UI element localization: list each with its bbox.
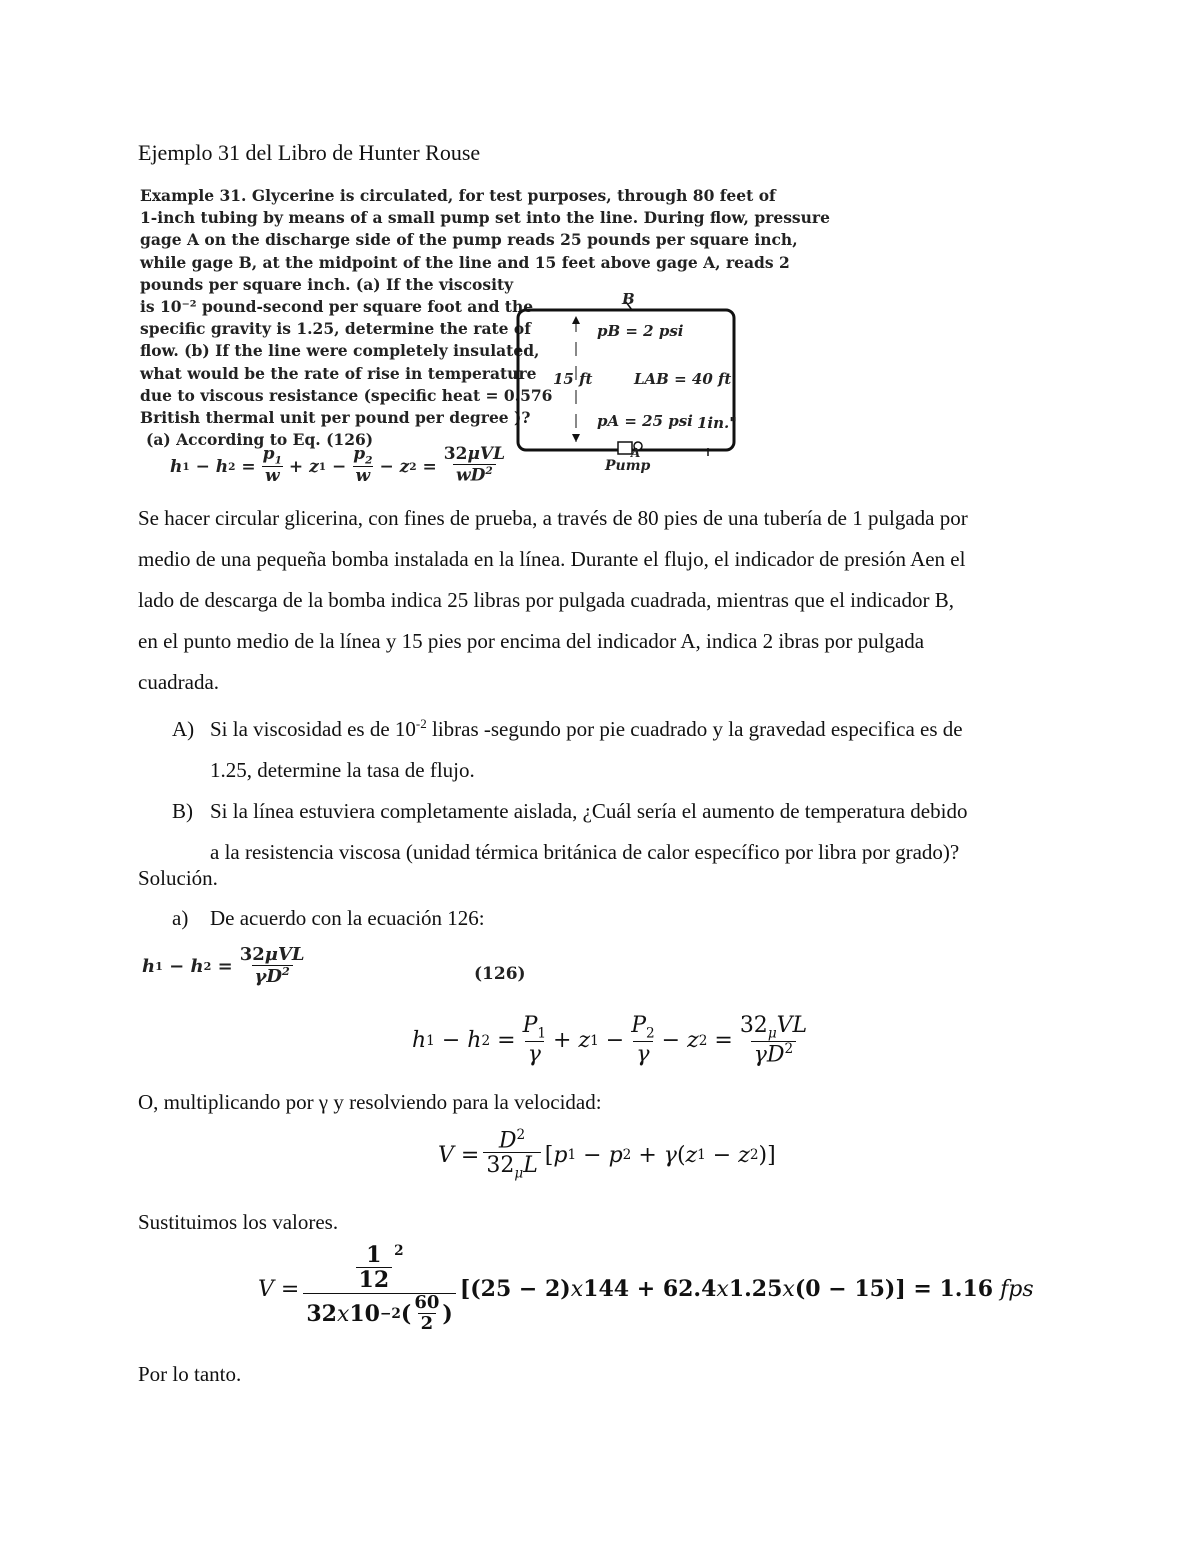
list-item-a-cont: 1.25, determine la tasa de flujo. <box>210 758 475 782</box>
question-list <box>172 703 967 873</box>
scan-line: 1-inch tubing by means of a small pump set into the line. During flow, pressure <box>140 208 830 228</box>
scan-line: while gage B, at the midpoint of the line and 15 feet above gage A, reads 2 <box>140 252 790 272</box>
diagram-length: LAB = 40 ft <box>634 370 732 388</box>
diagram-pressure-a: pA = 25 psi <box>597 412 693 430</box>
paragraph-line: Se hacer circular glicerina, con fines de prueba, a través de 80 pies de una tubería de 1 pulgada por <box>138 506 968 530</box>
list-a-text: Si la viscosidad es de 10 <box>210 717 416 741</box>
scan-line: (a) According to Eq. (126) <box>146 430 374 450</box>
list-a-text-cont: libras -segundo por pie cuadrado y la gravedad especifica es de <box>426 717 963 741</box>
conclusion-text: Por lo tanto. <box>138 1362 242 1386</box>
scan-line: pounds per square inch. (a) If the viscosity <box>140 274 514 294</box>
diagram-label-b: B <box>622 290 635 308</box>
list-a-exponent: -2 <box>415 716 427 731</box>
diagram-diameter: 1in." <box>697 414 738 432</box>
scan-line: British thermal unit per pound per degree )? <box>140 408 531 428</box>
list-item-b <box>172 791 967 832</box>
height-arrow-bottom <box>572 434 580 442</box>
solution-a-text: De acuerdo con la ecuación 126: <box>210 906 485 930</box>
list-item-b-cont: a la resistencia viscosa (unidad térmica británica de calor específico por libra por grado)? <box>210 840 960 864</box>
equation-numeric: V = $\frac{1}{12}$ $^2$ 32 x 10 −2 ( $\frac{60}{2}$ ) [(25 − 2) x 144 + 62.4 x 1.25 x (0 − 15)] = 1.16 fps <box>258 1242 1034 1335</box>
paragraph-line: en el punto medio de la línea y 15 pies por encima del indicador A, indica 2 ibras por pulgada <box>138 629 925 653</box>
solution-marker-a: a) <box>172 906 189 930</box>
diagram-pressure-b: pB = 2 psi <box>597 322 684 340</box>
paragraph-line: cuadrada. <box>138 670 220 694</box>
scan-line: flow. (b) If the line were completely insulated, <box>140 341 540 361</box>
scan-line: is 10⁻² pound-second per square foot and the <box>140 297 534 317</box>
paragraph-line: lado de descarga de la bomba indica 25 libras por pulgada cuadrada, mientras que el indicador B, <box>138 588 954 612</box>
scan-line: Example 31. Glycerine is circulated, for test purposes, through 80 feet of <box>140 186 776 205</box>
list-item-a <box>172 703 967 750</box>
equation-head: h 1 − h 2 = $\frac{P_1}{\gamma}$ + z 1 − $\frac{P_2}{\gamma}$ − z 2 = $\frac{32_\mu VL}{\gamma D^2}$ <box>412 1013 808 1068</box>
translation-paragraph <box>138 498 968 703</box>
scan-line: specific gravity is 1.25, determine the rate of <box>140 319 531 339</box>
equation-velocity: V = $\frac{D^2}{32_\mu L}$ [ p 1 − p 2 + γ ( z 1 − z 2 )] <box>438 1127 776 1182</box>
page-heading: Ejemplo 31 del Libro de Hunter Rouse <box>138 140 481 165</box>
paragraph-line: medio de una pequeña bomba instalada en la línea. Durante el flujo, el indicador de presión Aen el <box>138 547 966 571</box>
equation-number: (126) <box>474 964 526 984</box>
diagram-pump-label: Pump <box>605 458 651 474</box>
result-value: 1.16 <box>939 1276 994 1303</box>
result-unit: fps <box>1000 1276 1034 1302</box>
list-b-text: Si la línea estuviera completamente aislada, ¿Cuál sería el aumento de temperatura debido <box>210 799 968 823</box>
equation-126: h 1 − h 2 = $\frac{\text{32μVL}}{\gamma D^2}$ <box>142 944 305 987</box>
list-marker-b: B) <box>172 799 193 823</box>
scan-line: gage A on the discharge side of the pump reads 25 pounds per square inch, <box>140 230 798 250</box>
scan-line: due to viscous resistance (specific heat = 0.576 <box>140 385 553 405</box>
multiply-text: O, multiplicando por γ y resolviendo para la velocidad: <box>138 1090 602 1114</box>
diagram-height: 15 ft <box>553 370 593 388</box>
diagram-label-a: A <box>631 446 641 460</box>
substitute-text: Sustituimos los valores. <box>138 1210 339 1234</box>
scan-equation: h 1 − h 2 = $\frac{p_1}{w}$ + z 1 − $\frac{p_2}{w}$ − z 2 = $\frac{\text{32μVL}}{wD^2}$ <box>170 444 506 487</box>
height-arrow-top <box>572 316 580 324</box>
scan-line: what would be the rate of rise in temperature <box>140 363 537 383</box>
list-marker-a: A) <box>172 717 195 741</box>
solution-item-a <box>172 906 485 931</box>
pump-symbol <box>618 442 632 454</box>
solution-label: Solución. <box>138 866 218 890</box>
